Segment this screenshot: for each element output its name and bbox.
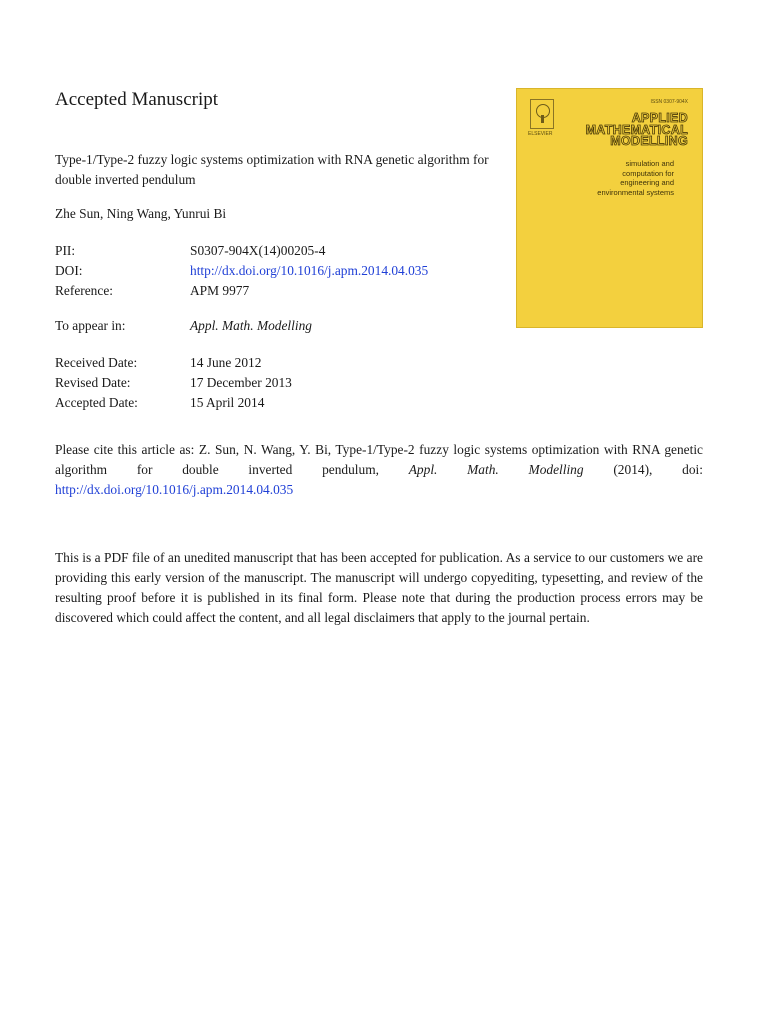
revised-date-value: 17 December 2013 [190, 375, 292, 390]
journal-name: Appl. Math. Modelling [190, 318, 312, 333]
citation-doi-link[interactable]: http://dx.doi.org/10.1016/j.apm.2014.04.035 [55, 482, 294, 497]
doi-row [55, 261, 428, 281]
pii-label: PII: [55, 243, 76, 258]
identifier-block [55, 241, 428, 301]
cover-issn: ISSN 0307-904X [650, 99, 688, 105]
received-date-row [55, 353, 292, 373]
elsevier-tree-icon [530, 99, 554, 129]
revised-date-label: Revised Date: [55, 375, 131, 390]
page-heading: Accepted Manuscript [55, 89, 219, 110]
citation-paragraph [55, 440, 703, 500]
reference-label: Reference: [55, 283, 113, 298]
citation-text: Please cite this article as: Z. Sun, N. Wang, Y. Bi, Type-1/Type-2 fuzzy logic systems optimization with RNA genetic algorithm for double inverted pendulum, [55, 442, 703, 477]
citation-journal: Appl. Math. Modelling [408, 462, 584, 477]
accepted-date-row [55, 393, 292, 413]
journal-cover-image [516, 88, 703, 328]
cover-title [586, 113, 688, 148]
received-date-value: 14 June 2012 [190, 355, 262, 370]
cover-title-line: APPLIED [631, 111, 688, 125]
article-title: Type-1/Type-2 fuzzy logic systems optimization with RNA genetic algorithm for double inverted pendulum [55, 152, 489, 187]
disclaimer-paragraph: This is a PDF file of an unedited manuscript that has been accepted for publication. As a service to our customers we are providing this early version of the manuscript. The manuscript will undergo copyediting, typesetting, and review of the resulting proof before it is published in its final form. Please note that during the production process errors may be discovered which could affect the content, and all legal disclaimers that apply to the journal pertain. [55, 550, 703, 625]
article-authors: Zhe Sun, Ning Wang, Yunrui Bi [55, 206, 227, 221]
appear-label: To appear in: [55, 318, 126, 333]
reference-value: APM 9977 [190, 283, 250, 298]
appear-row [55, 316, 312, 336]
pii-value: S0307-904X(14)00205-4 [190, 243, 326, 258]
cover-subtitle-line: engineering and [620, 178, 674, 187]
appear-block [55, 316, 312, 336]
cover-subtitle-line: simulation and [625, 159, 674, 168]
received-date-label: Received Date: [55, 355, 138, 370]
cover-subtitle [597, 159, 674, 197]
cover-publisher: ELSEVIER [528, 131, 553, 137]
dates-block [55, 353, 292, 413]
accepted-date-label: Accepted Date: [55, 395, 138, 410]
pii-row [55, 241, 428, 261]
doi-link[interactable]: http://dx.doi.org/10.1016/j.apm.2014.04.035 [190, 263, 429, 278]
reference-row [55, 281, 428, 301]
revised-date-row [55, 373, 292, 393]
cover-title-line: MATHEMATICAL [585, 122, 688, 137]
citation-doi-prefix: (2014), doi: [583, 462, 703, 477]
cover-title-line: MODELLING [610, 134, 688, 148]
cover-subtitle-line: environmental systems [597, 187, 674, 197]
doi-label: DOI: [55, 263, 83, 278]
accepted-date-value: 15 April 2014 [190, 395, 265, 410]
cover-subtitle-line: computation for [622, 168, 674, 178]
